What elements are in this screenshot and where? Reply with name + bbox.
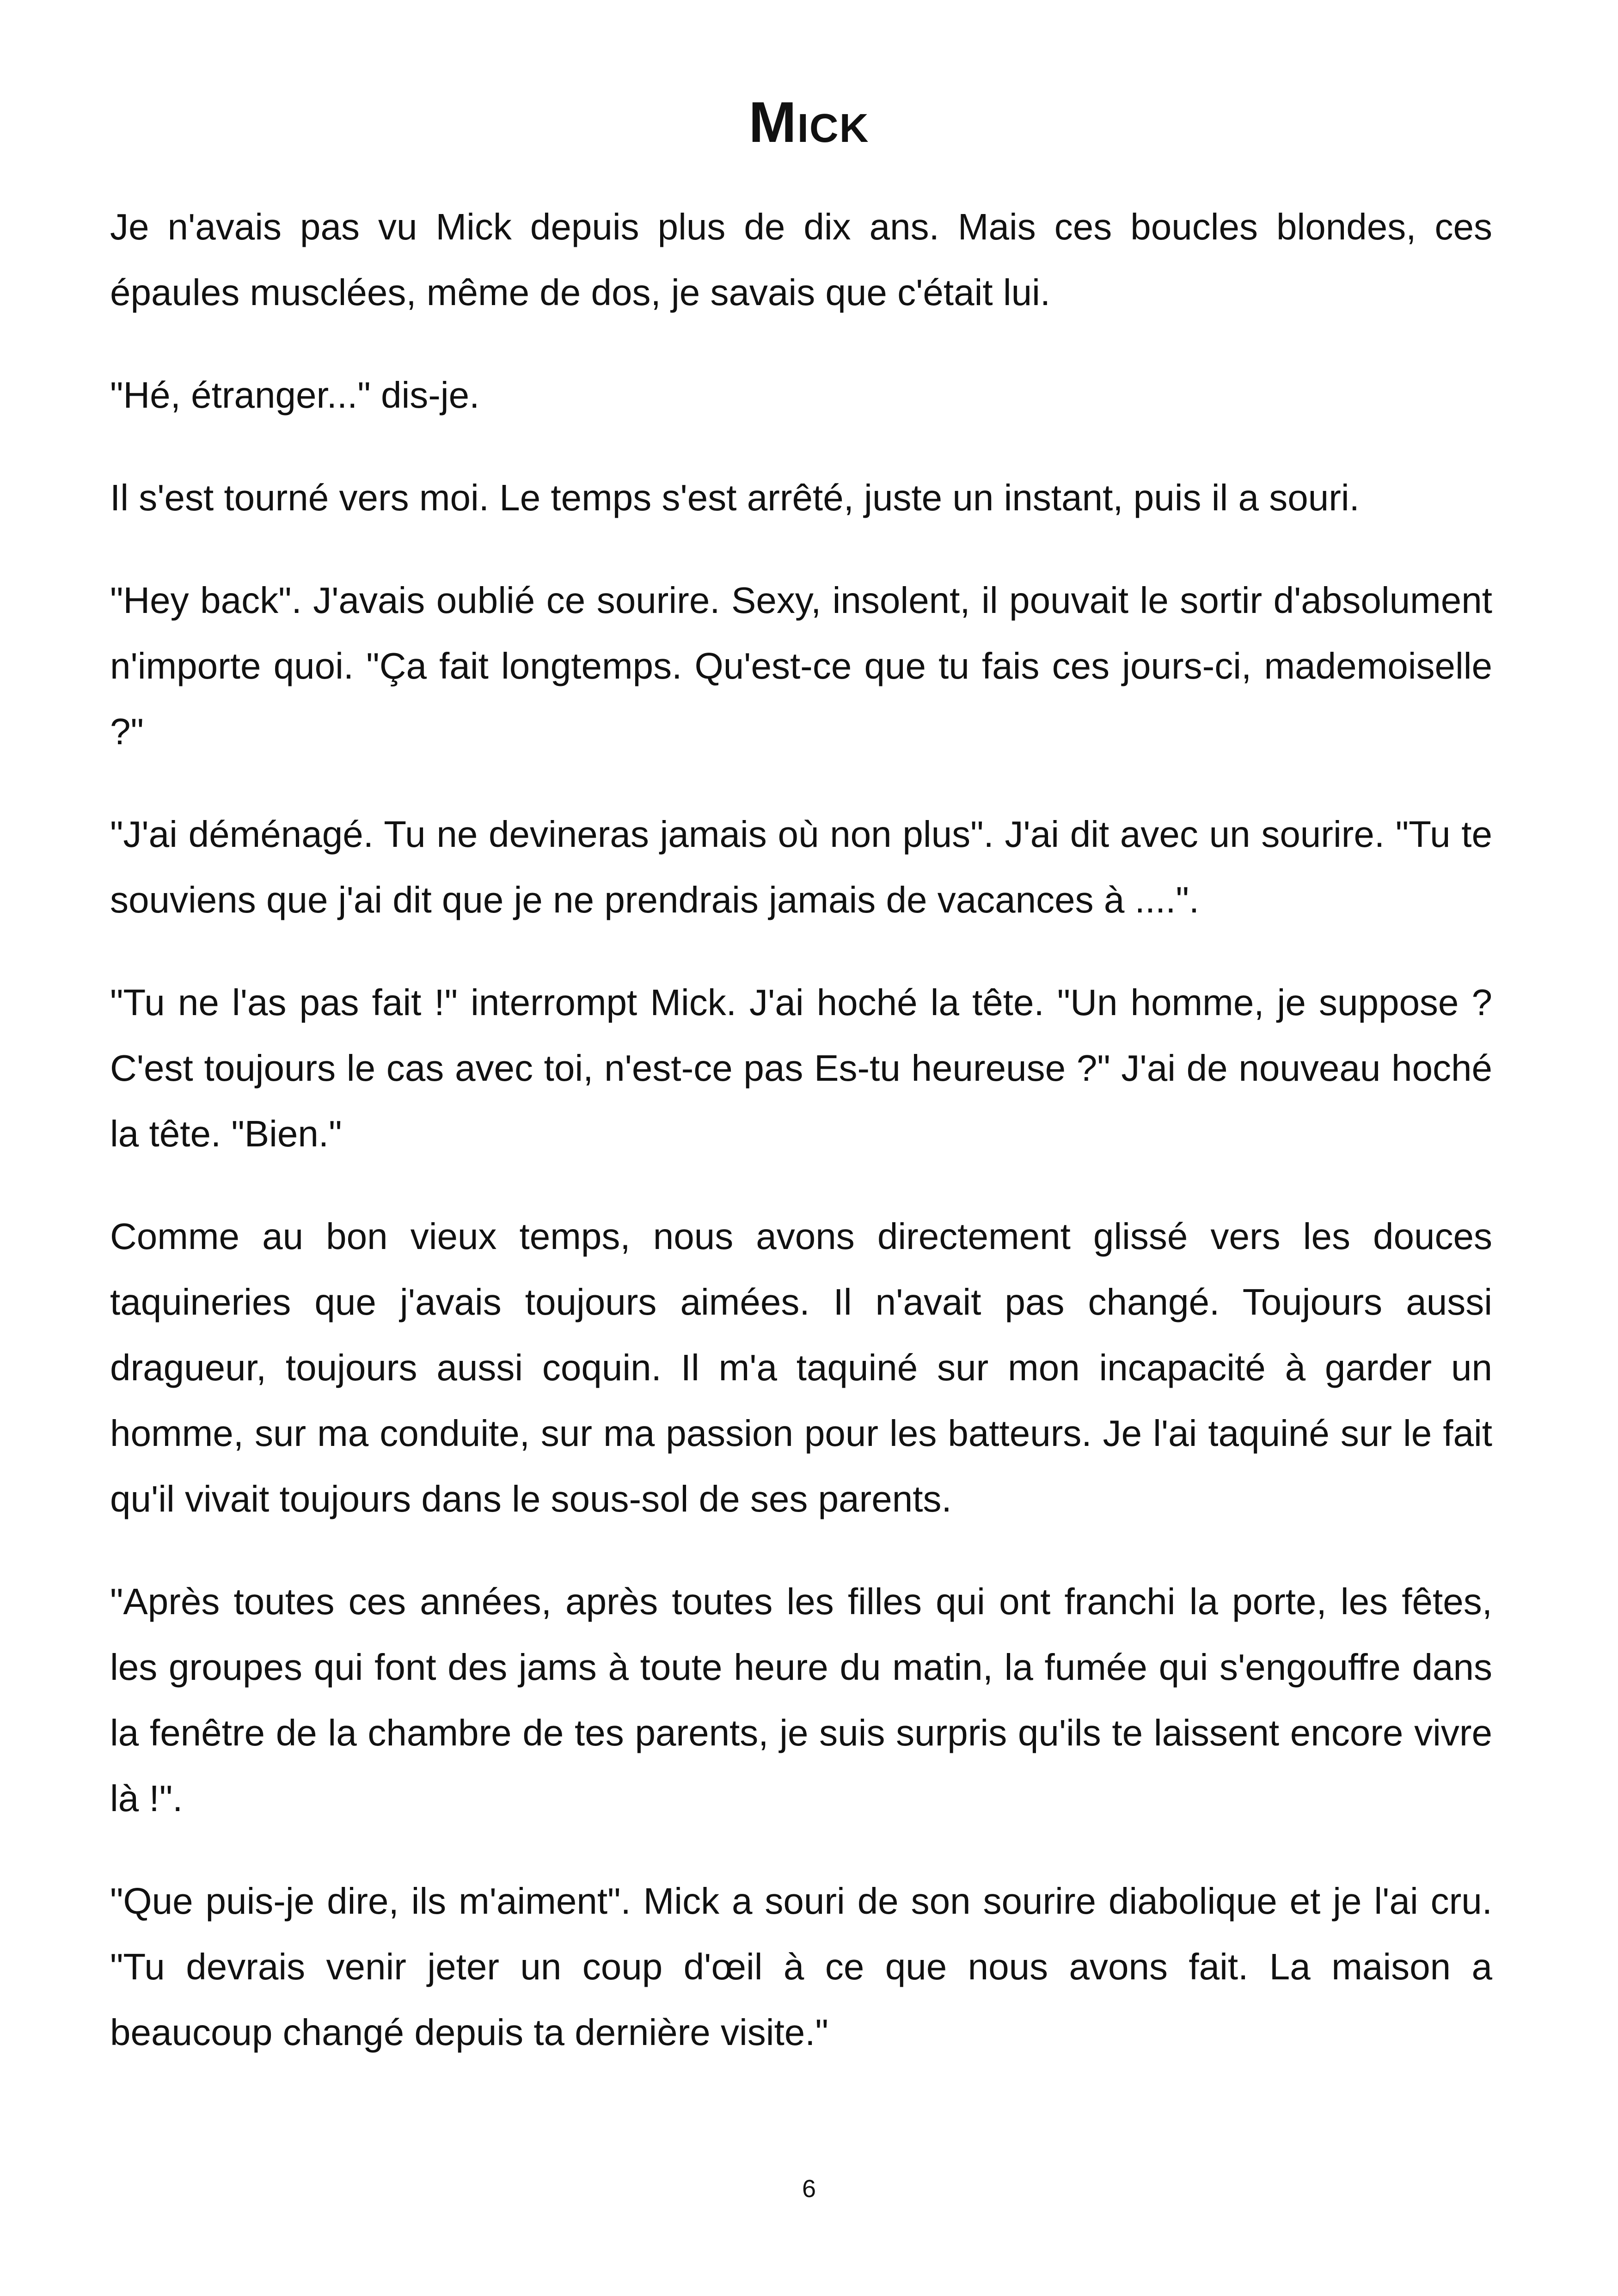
paragraph-6: "Tu ne l'as pas fait !" interrompt Mick. J'ai hoché la tête. "Un homme, je suppose ? C'est toujours le cas avec toi, n'est-ce pas Es-tu heureuse ?" J'ai de nouveau hoché la tête. "Bien." (110, 982, 1492, 1154)
body-text (110, 194, 1492, 2102)
paragraph-5: "J'ai déménagé. Tu ne devineras jamais où non plus". J'ai dit avec un sourire. "Tu te souviens que j'ai dit que je ne prendrais jamais de vacances à ....". (110, 814, 1492, 920)
paragraph-2: "Hé, étranger..." dis-je. (110, 374, 480, 416)
page-number: 6 (802, 2175, 816, 2203)
paragraph-3: Il s'est tourné vers moi. Le temps s'est arrêté, juste un instant, puis il a souri. (110, 477, 1360, 518)
paragraph-1: Je n'avais pas vu Mick depuis plus de dix ans. Mais ces boucles blondes, ces épaules musclées, même de dos, je savais que c'était lui. (110, 206, 1492, 313)
paragraph-8: "Après toutes ces années, après toutes les filles qui ont franchi la porte, les fêtes, les groupes qui font des jams à toute heure du matin, la fumée qui s'engouffre dans la fenêtre de la chambre de tes parents, je suis surpris qu'ils te laissent encore vivre là !". (110, 1581, 1492, 1819)
paragraph-9: "Que puis-je dire, ils m'aiment". Mick a souri de son sourire diabolique et je l'ai cru. "Tu devrais venir jeter un coup d'œil à ce que nous avons fait. La maison a beaucoup changé depuis ta dernière visite." (110, 1880, 1492, 2053)
paragraph-4: "Hey back". J'avais oublié ce sourire. Sexy, insolent, il pouvait le sortir d'absolument n'importe quoi. "Ça fait longtemps. Qu'est-ce que tu fais ces jours-ci, mademoiselle ?" (110, 580, 1492, 752)
paragraph-7: Comme au bon vieux temps, nous avons directement glissé vers les douces taquineries que j'avais toujours aimées. Il n'avait pas changé. Toujours aussi dragueur, toujours aussi coquin. Il m'a taquiné sur mon incapacité à garder un homme, sur ma conduite, sur ma passion pour les batteurs. Je l'ai taquiné sur le fait qu'il vivait toujours dans le sous-sol de ses parents. (110, 1216, 1492, 1519)
page-title: Mick (748, 91, 870, 154)
